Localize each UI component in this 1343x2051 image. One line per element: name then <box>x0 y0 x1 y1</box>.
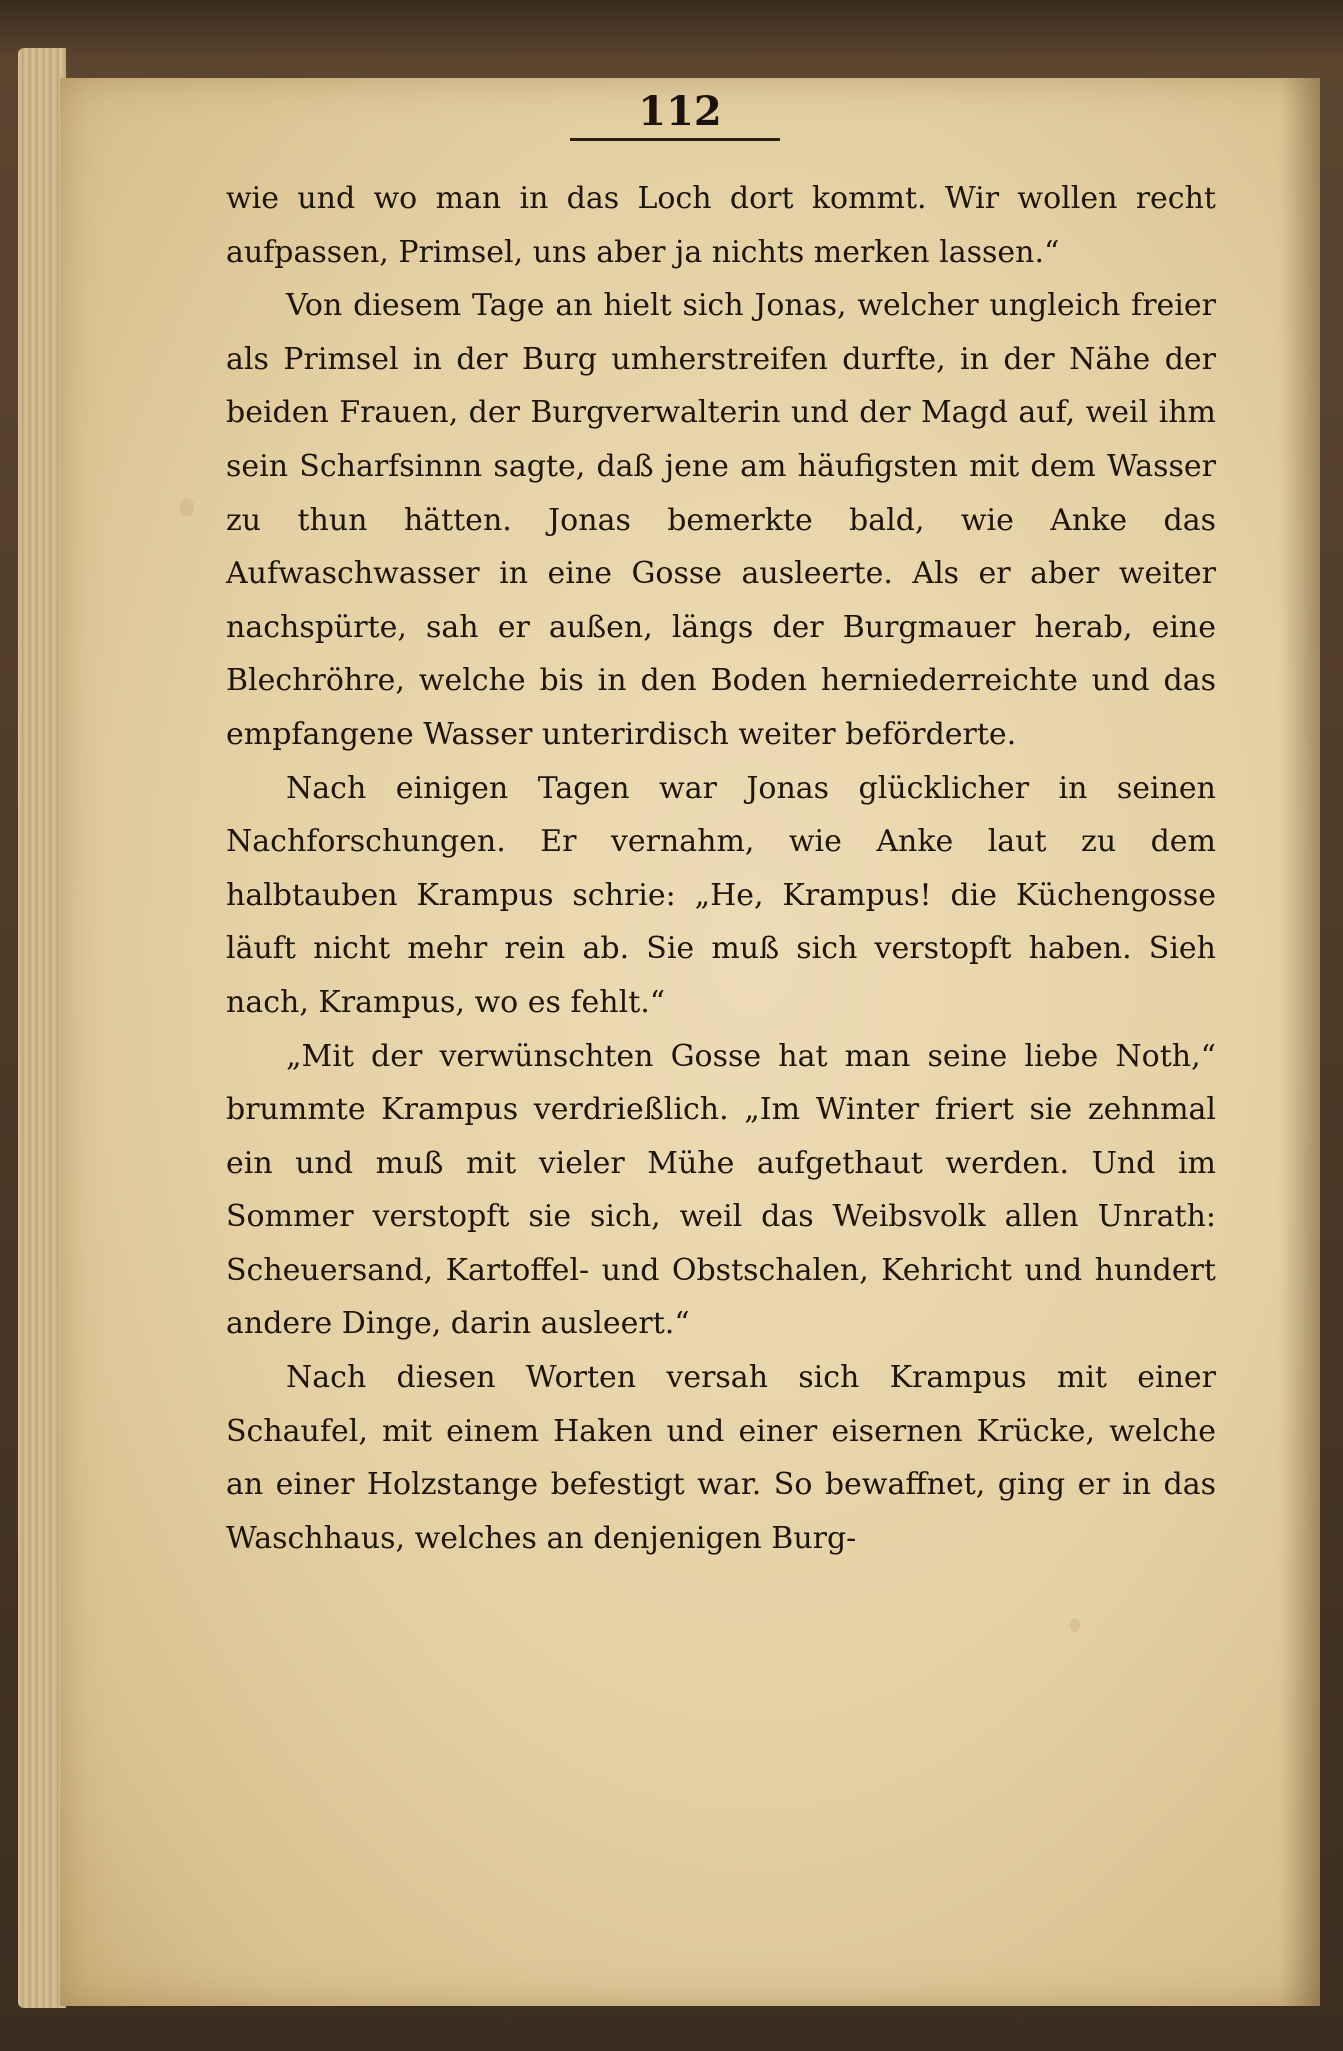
page-number: 112 <box>638 88 722 135</box>
body-text <box>226 172 1216 1565</box>
paragraph: wie und wo man in das Loch dort kommt. Wir wollen recht aufpassen, Primsel, uns aber ja nichts merken lassen.“ <box>226 181 1216 270</box>
header-rule <box>570 138 780 141</box>
page-edges <box>18 48 66 2008</box>
paragraph: Von diesem Tage an hielt sich Jonas, welcher ungleich freier als Primsel in der Burg umherstreifen durfte, in der Nähe der beiden Frauen, der Burgverwalterin und der Magd auf, weil ihm sein Scharfsinnn sagte, daß jene am häufigsten mit dem Wasser zu thun hätten. Jonas bemerkte bald, wie Anke das Aufwaschwasser in eine Gosse ausleerte. Als er aber weiter nachspürte, sah er außen, längs der Burgmauer herab, eine Blechröhre, welche bis in den Boden herniederreichte und das empfangene Wasser unterirdisch weiter beförderte. <box>226 288 1216 752</box>
page-gutter-shadow <box>1280 78 1320 2006</box>
paragraph: „Mit der verwünschten Gosse hat man seine liebe Noth,“ brummte Krampus verdrießlich. „Im Winter friert sie zehnmal ein und muß mit vieler Mühe aufgethaut werden. Und im Sommer verstopft sie sich, weil das Weibsvolk allen Unrath: Scheuersand, Kartoffel- und Obstschalen, Kehricht und hundert andere Dinge, darin ausleert.“ <box>226 1038 1216 1342</box>
paragraph: Nach diesen Worten versah sich Krampus mit einer Schaufel, mit einem Haken und einer eisernen Krücke, welche an einer Holzstange befestigt war. So bewaffnet, ging er in das Waschhaus, welches an denjenigen Burg- <box>226 1360 1216 1556</box>
paper-stain <box>1070 1618 1080 1632</box>
paper-stain <box>180 498 194 516</box>
paragraph: Nach einigen Tagen war Jonas glücklicher in seinen Nachforschungen. Er vernahm, wie Anke laut zu dem halbtauben Krampus schrie: „He, Krampus! die Küchengosse läuft nicht mehr rein ab. Sie muß sich verstopft haben. Sieh nach, Krampus, wo es fehlt.“ <box>226 770 1216 1020</box>
